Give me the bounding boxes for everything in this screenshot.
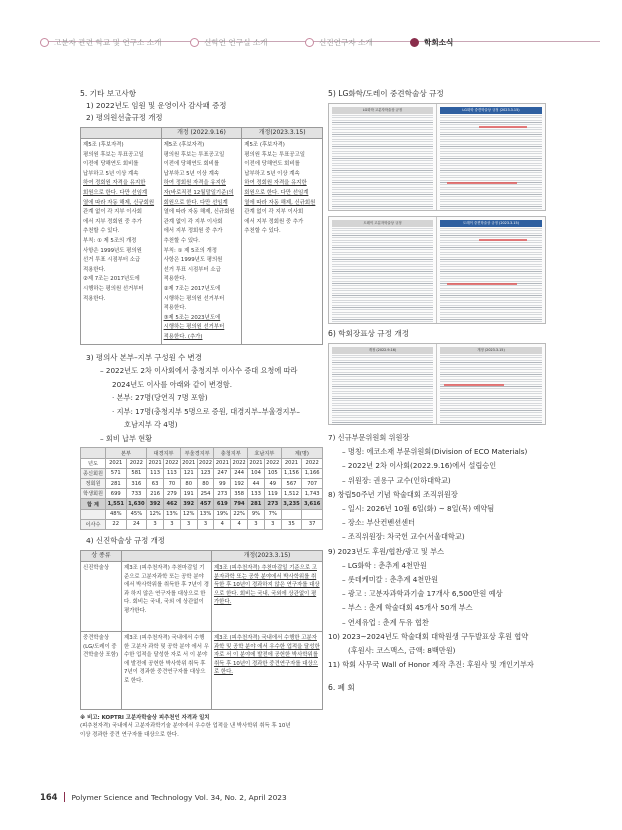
table-cell: 3	[180, 519, 197, 529]
table-cell: 392	[180, 499, 197, 509]
table-cell: 1,166	[302, 468, 323, 478]
criteria-line: 추천할 수 있다.	[83, 228, 120, 235]
year-cell: 2022	[163, 458, 180, 468]
table-cell: 22	[105, 519, 126, 529]
criteria-line: 사항은 1999년도 평의원	[83, 247, 142, 254]
criteria-line: 이전에 당해연도 회비를	[83, 161, 139, 168]
table-cell: 22%	[231, 509, 248, 519]
table-cell: 619	[214, 499, 231, 509]
table-header: 충청지부	[214, 448, 248, 458]
criteria-line: 납부하고 5년 이상 계속	[244, 170, 300, 177]
table-cell: 113	[147, 468, 164, 478]
year-cell: 2022	[231, 458, 248, 468]
table-cell: 3	[147, 519, 164, 529]
criteria-line: 관계 없이 각 지부 이사회	[163, 218, 223, 225]
criteria-line: 열에 따라 자동 해제, 신규회원	[83, 199, 155, 206]
criteria-line: 평의원 후보는 투표공고일	[83, 151, 144, 158]
table-row	[81, 489, 323, 499]
subsection-title: 3) 평의사 본부–지부 구성원 수 변경	[86, 353, 202, 363]
list-item: – 조직위원장: 차국헌 교수(서울대학교)	[342, 532, 465, 542]
table-cell: 63	[147, 479, 164, 489]
table-cell: 3	[163, 519, 180, 529]
doc-text-lines	[332, 228, 433, 324]
criteria-line: 시행하는 평의원 선거부터	[83, 285, 144, 292]
paragraph: 호남지부 각 4명)	[124, 420, 178, 430]
criteria-line: 선거 투표 시점부터 소급	[83, 257, 141, 264]
page-number: 164	[40, 792, 58, 802]
list-item: 10) 2023~2024년도 학술대회 대학원생 구두발표상 후원 협약	[328, 631, 529, 641]
criteria-cell-revised	[161, 139, 242, 345]
list-item: (후원사: 코스맥스, 금액: 8백만원)	[348, 646, 456, 656]
table-cell: 254	[197, 489, 214, 499]
list-item: – LG화학 : 춘추계 4천만원	[342, 560, 427, 570]
table-cell: 244	[231, 468, 248, 478]
nav-dot-icon	[190, 38, 199, 47]
paragraph: · 본부: 27명(당연직 7명 포함)	[112, 393, 208, 403]
membership-table-body	[81, 458, 323, 529]
table-cell: 392	[147, 499, 164, 509]
year-cell: 2022	[197, 458, 214, 468]
table-cell: 1,551	[105, 499, 126, 509]
row-label: 정회원	[81, 479, 106, 489]
table-cell: 216	[147, 489, 164, 499]
row-label: 종신회원	[81, 468, 106, 478]
list-item: – 부스 : 춘계 학술대회 45개사 50개 부스	[342, 603, 473, 613]
table-cell: 281	[105, 479, 126, 489]
table-cell	[302, 509, 323, 519]
list-item: 11) 학회 사무국 Wall of Honor 제작 추진: 후원사 및 개인기부자	[328, 660, 534, 670]
criteria-line: 하여 정회원 자격을 유지한	[244, 180, 307, 187]
award-before: 제3조 (피추천자격) 추천마감일 기준으로 고분자과학 또는 공학 분야에서 박사학위를 취득한 후 7년이 경과 하지 않은 연구자를 대상으로 한다. 회비는 국내, 국외 에 상관없이 평가한다.	[122, 561, 212, 631]
year-cell: 2021	[248, 458, 265, 468]
table-cell: 105	[264, 468, 281, 478]
table-cell: 247	[214, 468, 231, 478]
award-after: 제3조 (피추천자격) 추천마감일 기준으로 고분자과학 또는 공학 분야에서 박사학위를 취득한 후 10년이 경과하지 않은 연구자를 대상으로 한다. 회비는 국내, 국외에 상관없이 평가한다.	[211, 561, 322, 631]
highlight-mark	[447, 283, 517, 285]
table-cell: 121	[180, 468, 197, 478]
criteria-line: 평의원 후보는 투표공고일	[163, 151, 225, 158]
criteria-line: 하여 정회원 자격을 유지한	[83, 180, 146, 187]
table-cell: 1,743	[302, 489, 323, 499]
table-cell: 279	[163, 489, 180, 499]
criteria-line: 적용한다.	[83, 295, 106, 302]
table-cell: 44	[248, 479, 265, 489]
criteria-cell-new	[242, 139, 323, 345]
criteria-line: 부칙: ① 제 5조의 개정	[83, 237, 137, 244]
table-cell: 581	[126, 468, 147, 478]
table-cell: 1,630	[126, 499, 147, 509]
table-cell: 358	[231, 489, 248, 499]
criteria-line: 이전에 당해연도 회비를	[244, 161, 300, 168]
list-item: 8) 창립50주년 기념 학술대회 조직위원장	[328, 489, 458, 499]
subsection-title: 4) 신진학술상 규정 개정	[86, 535, 165, 545]
table-cell: 4	[231, 519, 248, 529]
table-cell: 48%	[105, 509, 126, 519]
table-cell: 273	[264, 499, 281, 509]
table-cell: 12%	[180, 509, 197, 519]
table-cell: 191	[180, 489, 197, 499]
paragraph: · 지부: 17명(충청지부 5명으로 증원, 대경지부–부울경지부–	[112, 406, 300, 416]
note-line: 이상 경과한 중견 연구자를 대상으로 한다.	[80, 731, 179, 738]
paragraph: – 2022년도 2차 이사회에서 충청지부 이사수 증대 요청에 따라	[100, 366, 298, 376]
table-cell: 567	[281, 479, 302, 489]
table-cell: 4	[214, 519, 231, 529]
table-header: 본부	[105, 448, 146, 458]
criteria-line: 부칙: ① 제 5조의 개정	[163, 247, 217, 254]
criteria-line: 적용한다.	[83, 266, 106, 273]
table-cell: 35	[281, 519, 302, 529]
table-cell: 794	[231, 499, 248, 509]
criteria-line: 시행하는 평의원 선거부터	[163, 324, 225, 331]
criteria-line: 회원으로 한다. 다만 선임계	[83, 189, 148, 196]
row-label: 학생회원	[81, 489, 106, 499]
criteria-line: 관계 없이 각 지부 이사회	[244, 209, 304, 216]
criteria-line: ②제 7조는 2017년도에	[83, 276, 140, 283]
table-header: 부울경지부	[180, 448, 214, 458]
table-header	[81, 128, 162, 139]
doc-header: 개정 (2022.9.16)	[332, 347, 433, 354]
nav-item-label: 신학연 연구실 소개	[204, 37, 268, 47]
table-cell: 24	[126, 519, 147, 529]
criteria-line: 제5조 (후보자격)	[163, 142, 205, 148]
list-item: – 연세유업 : 춘계 두유 협찬	[342, 617, 429, 627]
criteria-line: 회원으로 한다. 다만 선임계	[244, 189, 309, 196]
year-cell: 2021	[105, 458, 126, 468]
section-title: 6) 학회장표상 규정 개정	[328, 329, 410, 338]
journal-name: Polymer Science and Technology Vol. 34, No. 2, April 2023	[71, 792, 287, 802]
criteria-line: 추천할 수 있다.	[163, 237, 200, 244]
nav-item-society-news[interactable]	[410, 36, 453, 48]
doc-header: 개정 (2023.3.15)	[440, 347, 542, 354]
criteria-line: 추천할 수 있다.	[244, 228, 281, 235]
doc-header: LG화학 고분자학술상 규정	[332, 107, 433, 114]
nav-item-school-intro[interactable]	[40, 36, 161, 48]
criteria-line: 적용한다.	[163, 276, 187, 283]
doc-header: 도레이 고분자학술상 규정	[332, 220, 433, 227]
table-header: 상 종류	[81, 550, 122, 561]
criteria-line: 선거 투표 시점부터 소급	[163, 266, 221, 273]
table-cell: 12%	[147, 509, 164, 519]
membership-table	[80, 447, 323, 530]
footer-divider	[64, 792, 65, 802]
table-cell: 316	[126, 479, 147, 489]
top-navigation	[0, 0, 622, 78]
criteria-line: 사항은 1999년도 평의원	[163, 257, 223, 264]
year-cell: 2021	[281, 458, 302, 468]
criteria-line: 열에 따라 자동 해제, 신규회원	[163, 209, 235, 216]
table-cell: 1,156	[281, 468, 302, 478]
year-cell: 2022	[264, 458, 281, 468]
table-cell	[281, 509, 302, 519]
criteria-line: 자(바로직전 12월말일기준)의	[163, 189, 234, 196]
left-column	[80, 88, 323, 739]
criteria-line: 제5조 (후보자격)	[83, 142, 124, 148]
table-cell: 3	[197, 519, 214, 529]
nav-item-young-researcher[interactable]	[305, 36, 373, 48]
table-cell: 13%	[197, 509, 214, 519]
doc-header: LG화학 중견학술상 규정 (2023.3.15)	[440, 107, 542, 114]
award-before: 제3조 (피추천자격) 국내에서 수행한 고분자 과학 및 공학 분야 에서 우수한 업적을 달성한 자로 서 이 분야에 발전에 공헌한 박사학위 취득 후 7년이 경과한 중견연구자를 대상으로 한다.	[122, 631, 212, 709]
table-cell: 3	[264, 519, 281, 529]
row-label	[81, 509, 106, 519]
award-label: 신진학술상	[81, 561, 122, 631]
award-label: 중견학술상 (LG/도레이 중견학술상 포함)	[81, 631, 122, 709]
table-cell: 49	[264, 479, 281, 489]
criteria-line: 시행하는 평의원 선거부터	[163, 295, 225, 302]
table-row	[81, 509, 323, 519]
table-row	[81, 519, 323, 529]
table-header: 대경지부	[147, 448, 181, 458]
row-label: 이사수	[81, 519, 106, 529]
list-item: 9) 2023년도 후원/협찬/광고 및 부스	[328, 546, 445, 556]
table-cell: 571	[105, 468, 126, 478]
president-award-image	[328, 343, 546, 425]
table-cell: 123	[197, 468, 214, 478]
year-cell: 2022	[302, 458, 323, 468]
table-row	[81, 479, 323, 489]
award-note	[80, 714, 323, 740]
report-list	[328, 431, 546, 672]
criteria-line: 제5조 (후보자격)	[244, 142, 285, 148]
table-header: 개정(2023.3.15)	[242, 128, 323, 139]
table-cell: 70	[163, 479, 180, 489]
criteria-line: 납부하고 5년 이상 계속	[83, 170, 139, 177]
table-header	[122, 550, 212, 561]
lg-regulation-image	[328, 103, 546, 211]
table-row	[81, 468, 323, 478]
table-cell: 192	[231, 479, 248, 489]
nav-dot-active-icon	[410, 38, 419, 47]
criteria-line: 납부하고 5년 이상 계속	[163, 170, 220, 177]
criteria-line: 하여 정회원 자격을 유지한	[163, 180, 226, 187]
table-cell: 104	[248, 468, 265, 478]
closing-title: 6. 폐 회	[328, 683, 355, 693]
criteria-line: 관계 없이 각 지부 이사회	[83, 209, 142, 216]
nav-dot-icon	[40, 38, 49, 47]
section-title: 5) LG화학/도레이 중견학술상 규정	[328, 89, 444, 98]
doc-text-lines	[332, 115, 433, 211]
nav-item-lab-intro[interactable]	[190, 36, 268, 48]
page-footer	[40, 792, 287, 802]
table-cell: 707	[302, 479, 323, 489]
row-label: 합 계	[81, 499, 106, 509]
criteria-table	[80, 127, 323, 345]
table-header	[81, 448, 106, 458]
highlight-mark	[444, 384, 504, 386]
table-cell: 1,512	[281, 489, 302, 499]
table-header: 계(명)	[281, 448, 322, 458]
table-cell: 733	[126, 489, 147, 499]
table-header: 개정 (2022.9.16)	[161, 128, 242, 139]
table-cell: 273	[214, 489, 231, 499]
criteria-line: 적용한다.	[163, 305, 187, 312]
criteria-line: 열에 따라 자동 해제, 신규회원	[244, 199, 316, 206]
table-row	[81, 499, 323, 509]
highlight-mark	[447, 182, 517, 184]
doc-text-lines	[332, 355, 433, 425]
table-cell: 3,616	[302, 499, 323, 509]
table-cell: 37	[302, 519, 323, 529]
subsection-title: 2) 평의원선출규정 개정	[86, 113, 163, 122]
toray-regulation-image	[328, 216, 546, 324]
doc-text-lines	[440, 115, 542, 211]
list-item: – 일시: 2026년 10월 6일(화) ~ 8일(목) 예약됨	[342, 504, 495, 514]
table-cell: 281	[248, 499, 265, 509]
table-cell: 462	[163, 499, 180, 509]
note-line: (피추천자격) 국내에서 고분자과학기술 분야에서 우수한 업적을 낸 박사학위 취득 후 10년	[80, 723, 291, 730]
year-cell: 2021	[180, 458, 197, 468]
list-item: – 위원장: 권용구 교수(인하대학교)	[342, 475, 451, 485]
paragraph: – 회비 납부 현황	[100, 433, 153, 443]
table-cell: 3	[248, 519, 265, 529]
section-title: 5. 기타 보고사항	[80, 89, 137, 98]
nav-item-label: 신진연구자 소개	[319, 37, 373, 47]
table-header: 개정(2023.3.15)	[211, 550, 322, 561]
list-item: 7) 신규부문위원회 위원장	[328, 433, 410, 442]
table-cell: 7%	[264, 509, 281, 519]
nav-item-label: 고분자 관련 학교 및 연구소 소개	[54, 37, 162, 47]
table-cell: 80	[197, 479, 214, 489]
paragraph: 2024년도 이사를 아래와 같이 변경함.	[112, 379, 232, 389]
award-after: 제3조 (피추천자격) 국내에서 수행한 고분자 과학 및 공학 분야 에서 우수한 업적을 달성한 자로 서 이 분야에 발전에 공헌한 박사학위를 취득 후 10년이 경과한 중견연구자를 대상으로 한다.	[211, 631, 322, 709]
doc-text-lines	[440, 355, 542, 425]
table-cell: 699	[105, 489, 126, 499]
criteria-line: ③제 5조는 2023년도에	[163, 314, 221, 321]
criteria-line: 적용한다. (추가)	[163, 333, 203, 340]
table-cell: 133	[248, 489, 265, 499]
table-cell: 113	[163, 468, 180, 478]
list-item: – 광고 : 고분자과학과기술 17개사 6,500만원 예상	[342, 589, 503, 599]
table-cell: 19%	[214, 509, 231, 519]
note-bold: ※ 비고: KOPTRI 고분자학술상 피추천인 자격과 일치	[80, 714, 210, 721]
table-cell: 45%	[126, 509, 147, 519]
table-cell: 119	[264, 489, 281, 499]
list-item: – 명칭: 에코소재 부문위원회(Division of ECO Materials)	[342, 447, 528, 457]
highlight-mark	[479, 239, 527, 241]
subsection-title: 1) 2022년도 임원 및 운영이사 감사패 증정	[86, 101, 227, 110]
criteria-line: 이전에 당해연도 회비를	[163, 161, 220, 168]
list-item: – 2022년 2차 이사회(2022.9.16)에서 설립승인	[342, 461, 497, 471]
list-item: – 장소: 부산컨벤션센터	[342, 518, 416, 528]
doc-header: 도레이 중견학술상 규정 (2023.3.15)	[440, 220, 542, 227]
criteria-line: 에서 지부 정회원 중 추가	[244, 218, 304, 225]
criteria-line: 에서 지부 정회원 중 추가	[83, 218, 142, 225]
criteria-cell-old	[81, 139, 162, 345]
right-column	[328, 88, 546, 694]
criteria-line: 회원으로 한다. 다만 선임계	[163, 199, 228, 206]
table-header: 호남지부	[248, 448, 282, 458]
criteria-line: ②제 7조는 2017년도에	[163, 285, 221, 292]
year-cell: 2021	[214, 458, 231, 468]
doc-text-lines	[440, 228, 542, 324]
table-cell: 3,235	[281, 499, 302, 509]
year-cell: 2022	[126, 458, 147, 468]
nav-dot-icon	[305, 38, 314, 47]
nav-item-label: 학회소식	[424, 37, 454, 47]
table-cell: 457	[197, 499, 214, 509]
criteria-line: 에서 지부 정회원 중 추가	[163, 228, 223, 235]
criteria-line: 평의원 후보는 투표공고일	[244, 151, 305, 158]
list-item: – 롯데케미칼 : 춘추계 4천만원	[342, 575, 439, 585]
highlight-mark	[479, 126, 527, 128]
year-cell: 년도	[81, 458, 106, 468]
table-cell: 9%	[248, 509, 265, 519]
table-cell: 99	[214, 479, 231, 489]
table-cell: 80	[180, 479, 197, 489]
table-cell: 13%	[163, 509, 180, 519]
year-cell: 2021	[147, 458, 164, 468]
award-table	[80, 550, 323, 710]
